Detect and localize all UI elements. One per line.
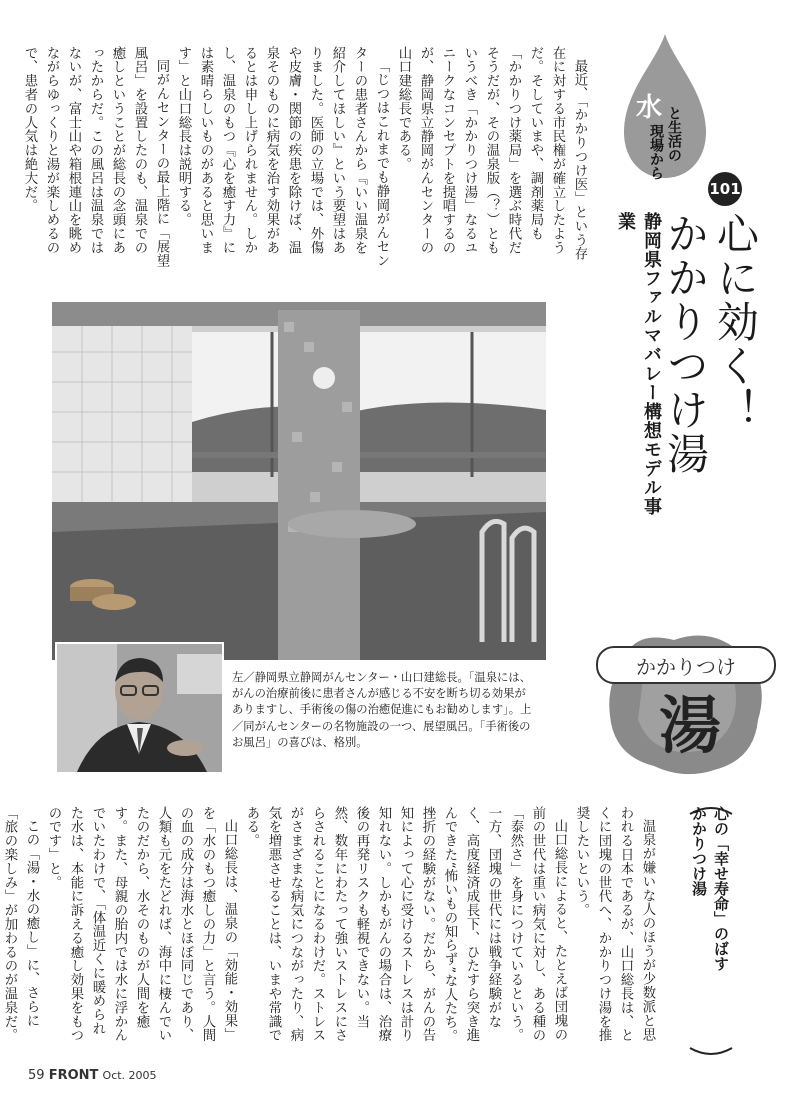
- article-title: [660, 212, 760, 532]
- page-footer: [28, 1068, 157, 1083]
- issue-date: Oct. 2005: [102, 1069, 157, 1082]
- director-portrait-photo: [55, 642, 224, 774]
- top-article-body: [22, 46, 590, 268]
- page-number: 59: [28, 1068, 45, 1083]
- bottom-paragraph-4: この「湯・水の癒し」に、さらに「旅の楽しみ」が加わるのが温泉だ。: [2, 806, 39, 1043]
- top-paragraph-2: 「じつはこれまでも静岡がんセンターの患者さんから『いい温泉を紹介してほしい』という要望はありました。医師の立場では、外傷や皮膚・関節の疾患を除けば、温泉そのものに病気を治す効果があるとは申し上げられません。しかし、温泉のもつ『心を癒す力』には素晴らしいものがあると思います」と山口総長は説明する。: [176, 46, 389, 268]
- observation-bath-photo: [52, 302, 546, 660]
- article-subtitle: 静岡県ファルマバレー構想モデル事業: [615, 212, 662, 516]
- series-line1: と生活の: [666, 106, 682, 162]
- section-subheading: [688, 806, 732, 1026]
- subheading-line1: 心の「幸せ寿命」のばす: [712, 806, 730, 971]
- series-number-badge: 101: [708, 172, 742, 206]
- bottom-article-body: [2, 806, 658, 1048]
- title-line1: 心に効く！: [711, 212, 760, 432]
- top-paragraph-3: 同がんセンターの最上階に「展望風呂」を設置したのも、温泉での癒しということが総長の念頭にあったからだ。この風呂は温泉ではないが、富士山や箱根連山を眺めながらゆっくりと湯が楽しめるので、患者の人気は絶大だ。: [22, 46, 169, 268]
- badge-label: かかりつけ: [596, 646, 776, 684]
- bottom-paragraph-1: 温泉が嫌いな人のほうが少数派と思われる日本であるが、山口総長は、とくに団塊の世代へ、かかりつけ湯を推奨したいという。: [574, 806, 655, 1043]
- magazine-name: FRONT: [48, 1068, 99, 1083]
- top-paragraph-1: 最近、「かかりつけ医」という存在に対する市民権が確立したようだ。そしていまや、調剤薬局も「かかりつけ薬局」を選ぶ時代だそうだが、その温泉版（？）ともいうべき「かかりつけ湯」なるユニークなコンセプトを提唱するのが、静岡県立静岡がんセンターの山口建総長である。: [396, 46, 587, 262]
- badge-kanji: 湯: [658, 688, 721, 762]
- bottom-paragraph-2: 山口総長によると、たとえば団塊の前の世代は重い病気に対し、ある種の「泰然さ」を身につけているという。一方、団塊の世代には戦争経験がなく、高度経済成長下、ひたすら突き進んできた“怖いもの知らず”な人たち。挫折の経験がない。だから、がんの告知によって心に受けるストレスは計り知れない。しかもがんの場合は、治療後の再発リスクも軽視できない。当然、数年にわたって強いストレスにさらされることになるわけだ。ストレスがさまざまな病気につながったり、病気を増悪させることは、いまや常識である。: [244, 806, 567, 1044]
- series-line2: 現場から: [648, 124, 664, 180]
- water-drop-emblem: [622, 32, 708, 180]
- series-water-char: 水: [636, 93, 663, 123]
- subheading-line2: かかりつけ湯: [690, 806, 708, 896]
- title-line2: かかりつけ湯: [661, 212, 710, 476]
- photo-caption: 左／静岡県立静岡がんセンター・山口建総長。「温泉には、がんの治療前後に患者さんが感じる不安を断ち切る効果がありますし、手術後の傷の治癒促進にもお勧めします」。上／同がんセンターの名物施設の一つ、展望風呂。「手術後のお風呂」の喜びは、格別。: [232, 671, 532, 749]
- bottom-paragraph-3: 山口総長は、温泉の「効能・効果」を「水のもつ癒しの力」と言う。人間の血の成分は海水とほぼ同じであり、人類も元をたどれば、海中に棲んでいたのだから、水そのものが人間を癒す。また、母親の胎内では水に浮かんでいたわけで、「体温近くに暖められた水は、本能に訴える癒し効果をもつのです」と。: [46, 806, 237, 1043]
